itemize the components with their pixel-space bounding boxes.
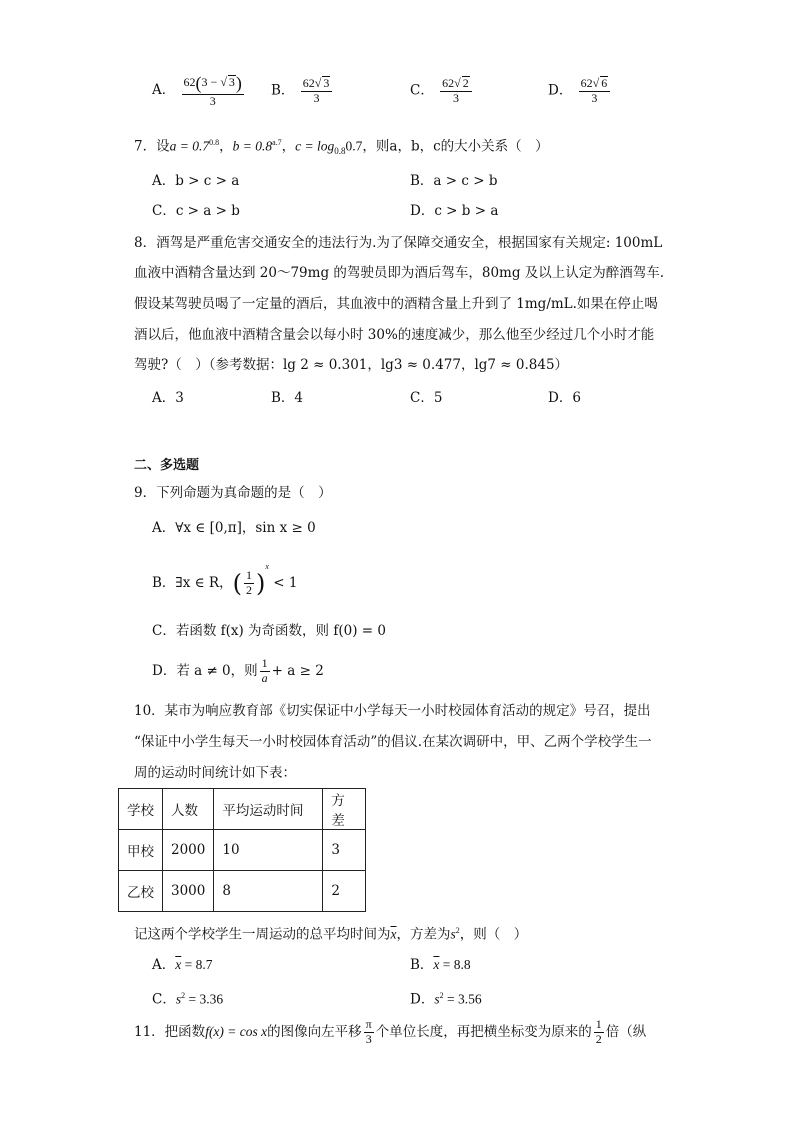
table-cell: 甲校 (119, 830, 163, 871)
table-cell: 8 (214, 871, 323, 912)
q10-after-table: 记这两个学校学生一周运动的总平均时间为$\overline{x}$，方差为$s^2$，则（ ） (134, 926, 528, 943)
q10-option-b: B．$\overline{x} = 8.8$ (410, 957, 471, 973)
q9-option-a: A．∀x ∈ [0,π]，sin x ≥ 0 (152, 520, 316, 536)
q7-option-d: D．c > b > a (410, 203, 499, 219)
q9-stem: 9．下列命题为真命题的是（ ） (134, 485, 332, 501)
q8-option-d: D．6 (548, 390, 581, 406)
q10-option-d: D．$s^2 = 3.56$ (410, 991, 482, 1008)
table-cell: 乙校 (119, 871, 163, 912)
table-header-row (119, 789, 366, 830)
section-title: 二、多选题 (134, 458, 200, 473)
q7-option-b: B．a > c > b (410, 173, 498, 189)
q8-option-b: B．4 (271, 390, 304, 406)
q10-line-1: 10．某市为响应教育部《切实保证中小学每天一小时校园体育活动的规定》号召，提出 (134, 703, 651, 719)
table-cell: 2 (323, 871, 366, 912)
q10-option-a: A．$\overline{x} = 8.7$ (152, 957, 213, 973)
q6-option-b: B． $\frac{62√ 3}{3}$ (271, 76, 334, 106)
q6-option-c: C． $\frac{62√ 2}{3}$ (410, 76, 474, 106)
q7-stem: 7．设$a = 0.7^{0.8}$，$b = 0.8^{a.7}$，$c = \log_{0.8}0.7$，则a，b，c的大小关系（ ） (134, 138, 549, 157)
table-cell: 10 (214, 830, 323, 871)
q8-line-4: 酒以后，他血液中酒精含量会以每小时 30%的速度减少，那么他至少经过几个小时才能 (134, 327, 655, 343)
q10-line-2: “保证中小学生每天一小时校园体育活动”的倡议.在某次调研中，甲、乙两个学校学生一 (134, 734, 652, 750)
q8-option-a: A．3 (152, 390, 184, 406)
q7-option-a: A．b > c > a (152, 173, 240, 189)
q9-option-c: C．若函数 f(x) 为奇函数，则 f(0) = 0 (152, 623, 386, 639)
q6-option-a: A． $\frac{62(3 - √ 3)}{3}$ (152, 73, 242, 108)
table-cell: 3000 (163, 871, 214, 912)
q10-option-c: C．$s^2 = 3.36$ (152, 991, 224, 1008)
q8-line-2: 血液中酒精含量达到 20～79mg 的驾驶员即为酒后驾车，80mg 及以上认定为醉酒驾车. (134, 265, 665, 281)
q9-option-d: D．若 a ≠ 0，则 $\frac{1}{a}$ + a ≥ 2 (152, 656, 324, 685)
table-cell: 3 (323, 830, 366, 871)
q11-stem: 11．把函数f(x) = cos x的图像向左平移 $\frac{\pi}{3}$ 个单位长度，再把横坐标变为原来的 $\frac{1}{2}$ 倍（纵 (134, 1017, 647, 1046)
table-cell: 2000 (163, 830, 214, 871)
table-header-cell: 方差 (323, 789, 366, 830)
stats-table (118, 788, 366, 912)
table-header-cell: 平均运动时间 (214, 789, 323, 830)
table-header-cell: 学校 (119, 789, 163, 830)
q10-line-3: 周的运动时间统计如下表： (134, 765, 296, 781)
q8-option-c: C．5 (410, 390, 443, 406)
q8-line-3: 假设某驾驶员喝了一定量的酒后，其血液中的酒精含量上升到了 1mg/mL.如果在停止喝 (134, 296, 658, 312)
table-header-cell: 人数 (163, 789, 214, 830)
q8-line-1: 8．酒驾是严重危害交通安全的违法行为.为了保障交通安全，根据国家有关规定: 100mL (134, 235, 663, 251)
q6-option-d: D． $\frac{62√ 6}{3}$ (548, 76, 612, 106)
q8-line-5: 驾驶?（ ）（参考数据：lg 2 ≈ 0.301，lg3 ≈ 0.477，lg7 ≈ 0.845） (134, 357, 569, 373)
q7-option-c: C．c > a > b (152, 203, 240, 219)
table-row (119, 830, 366, 871)
q9-option-b: B．∃x ∈ R，( $\frac{1}{2}$ )$^x$ < 1 (152, 562, 298, 598)
table-row (119, 871, 366, 912)
